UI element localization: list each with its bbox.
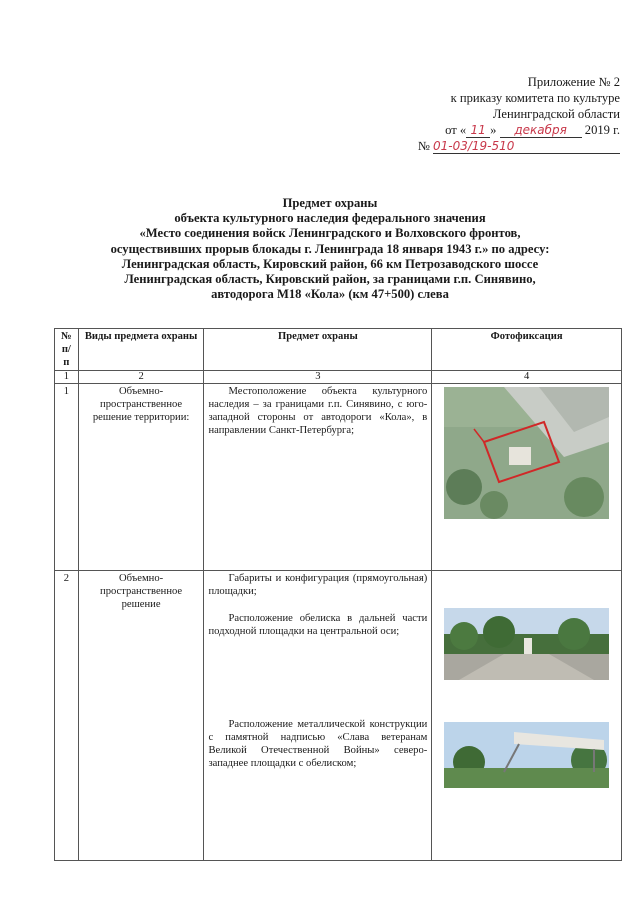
subject-paragraph: Местоположение объекта культурного наследия – за границами г.п. Синявино, с юго-западной стороны от автодороги «Кола», в направлении Санкт-Петербурга; (208, 386, 428, 436)
number-handwritten: 01-03/19-510 (433, 139, 515, 153)
title-line-2: объекта культурного наследия федерального значения (174, 211, 486, 226)
header-photo: Фотофиксация (432, 329, 622, 371)
obelisk-photo-image (444, 608, 609, 680)
header-type: Виды предмета охраны (78, 329, 204, 371)
row-type: Объемно-пространственное решение (78, 571, 204, 861)
photo-cell (432, 571, 622, 861)
appendix-number-line (418, 138, 620, 154)
title-line-1: Предмет охраны (282, 196, 378, 210)
table-row (55, 571, 622, 861)
row-type: Объемно-пространственное решение территории: (78, 384, 204, 571)
aerial-photo-image (444, 387, 609, 519)
appendix-header (418, 74, 620, 154)
date-day-handwritten: 11 (466, 124, 490, 138)
header-num: № п/п (55, 329, 79, 371)
appendix-order-line: к приказу комитета по культуре (450, 91, 620, 105)
header-subject: Предмет охраны (204, 329, 432, 371)
title-line-3: «Место соединения войск Ленинградского и Волховского фронтов, (139, 226, 521, 241)
index-cell: 1 (55, 371, 79, 384)
appendix-title: Приложение № 2 (527, 75, 620, 89)
title-line-4: осуществивших прорыв блокады г. Ленинграда 18 января 1943 г.» по адресу: (110, 241, 550, 256)
date-mid: » (490, 123, 497, 137)
appendix-region-line: Ленинградской области (492, 107, 620, 121)
index-cell: 4 (432, 371, 622, 384)
subject-paragraph: Расположение обелиска в дальней части подходной площадки на центральной оси; (208, 613, 428, 637)
title-line-6: Ленинградская область, Кировский район, за границами г.п. Синявино, (124, 272, 536, 287)
date-prefix: от « (445, 123, 467, 137)
subject-paragraph: Габариты и конфигурация (прямоугольная) площадки; (208, 573, 428, 597)
row-number: 2 (55, 571, 79, 861)
photo-cell (432, 384, 622, 571)
index-cell: 3 (204, 371, 432, 384)
row-number: 1 (55, 384, 79, 571)
title-line-5: Ленинградская область, Кировский район, 66 км Петрозаводского шоссе (121, 256, 539, 271)
index-cell: 2 (78, 371, 204, 384)
row-subject (204, 384, 432, 571)
protection-table (54, 328, 622, 861)
document-title (40, 196, 620, 302)
appendix-date-line (418, 122, 620, 138)
table-row (55, 384, 622, 571)
date-year: 2019 г. (584, 123, 620, 137)
date-month-handwritten: декабря (500, 124, 582, 138)
title-line-7: автодорога М18 «Кола» (км 47+500) слева (211, 287, 449, 302)
number-prefix: № (417, 139, 430, 153)
row-subject (204, 571, 432, 861)
table-index-row (55, 371, 622, 384)
table-header-row (55, 329, 622, 371)
memorial-sign-photo-image (444, 722, 609, 788)
subject-paragraph: Расположение металлической конструкции с памятной надписью «Слава ветеранам Великой Отечественной Войны» северо-западнее площадки с обелиском; (208, 719, 428, 769)
